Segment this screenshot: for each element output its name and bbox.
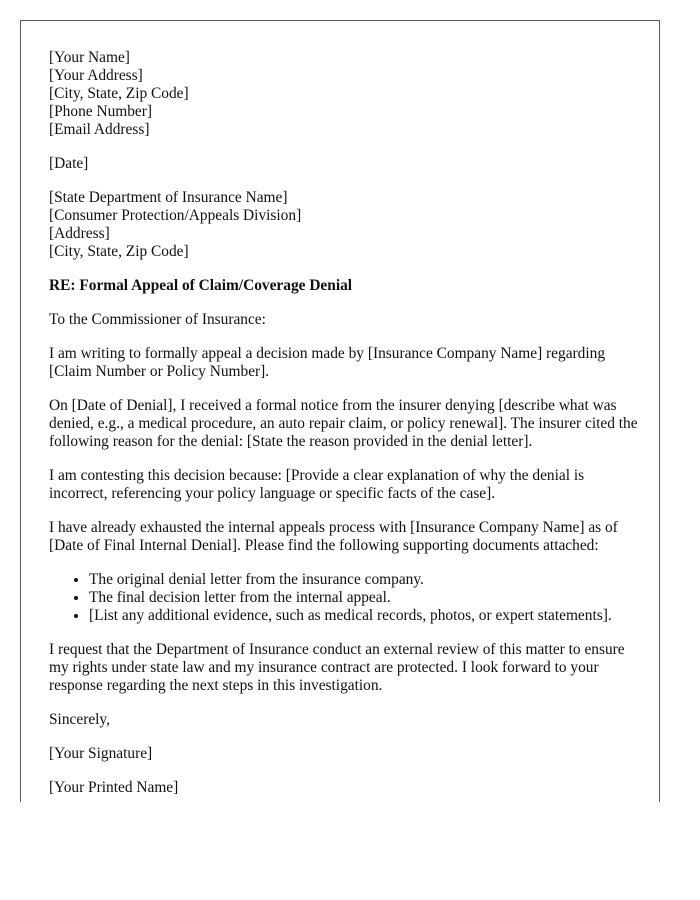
list-item: • The original denial letter from the insurance company.	[89, 571, 641, 589]
sender-city-state-zip: [City, State, Zip Code]	[49, 85, 189, 102]
sender-email: [Email Address]	[49, 121, 150, 138]
recipient-address: [Address]	[49, 225, 110, 242]
sender-address: [Your Address]	[49, 67, 143, 84]
paragraph-internal-appeals: I have already exhausted the internal appeals process with [Insurance Company Name] as of [Date of Final Internal Denial]. Please find the following supporting documents attached:	[49, 519, 618, 554]
list-item: • The final decision letter from the internal appeal.	[89, 589, 641, 607]
letter-date: [Date]	[49, 155, 89, 172]
recipient-department: [State Department of Insurance Name]	[49, 189, 288, 206]
closing: Sincerely,	[49, 711, 110, 728]
paragraph-intro: I am writing to formally appeal a decision made by [Insurance Company Name] regarding [Claim Number or Policy Number].	[49, 345, 606, 380]
paragraph-contest-reason: I am contesting this decision because: [Provide a clear explanation of why the denial is incorrect, referencing your policy language or specific facts of the case].	[49, 467, 585, 502]
sender-block	[49, 49, 641, 139]
attachments-list	[49, 571, 641, 625]
list-item: • [List any additional evidence, such as medical records, photos, or expert statements].	[89, 607, 641, 625]
sender-phone: [Phone Number]	[49, 103, 153, 120]
subject-line: RE: Formal Appeal of Claim/Coverage Denial	[49, 277, 353, 294]
letter-page	[20, 20, 660, 802]
recipient-block	[49, 189, 641, 261]
paragraph-request: I request that the Department of Insurance conduct an external review of this matter to ensure my rights under state law and my insurance contract are protected. I look forward to your response regarding the next steps in this investigation.	[49, 641, 625, 694]
letter-body	[49, 49, 641, 802]
recipient-city-state-zip: [City, State, Zip Code]	[49, 243, 189, 260]
recipient-division: [Consumer Protection/Appeals Division]	[49, 207, 302, 224]
printed-name: [Your Printed Name]	[49, 779, 179, 796]
sender-name: [Your Name]	[49, 49, 130, 66]
paragraph-denial-details: On [Date of Denial], I received a formal notice from the insurer denying [describe what was denied, e.g., a medical procedure, an auto repair claim, or policy renewal]. The insurer cited the following reason for the denial: [State the reason provided in the denial letter].	[49, 397, 638, 450]
salutation: To the Commissioner of Insurance:	[49, 311, 266, 328]
signature: [Your Signature]	[49, 745, 153, 762]
